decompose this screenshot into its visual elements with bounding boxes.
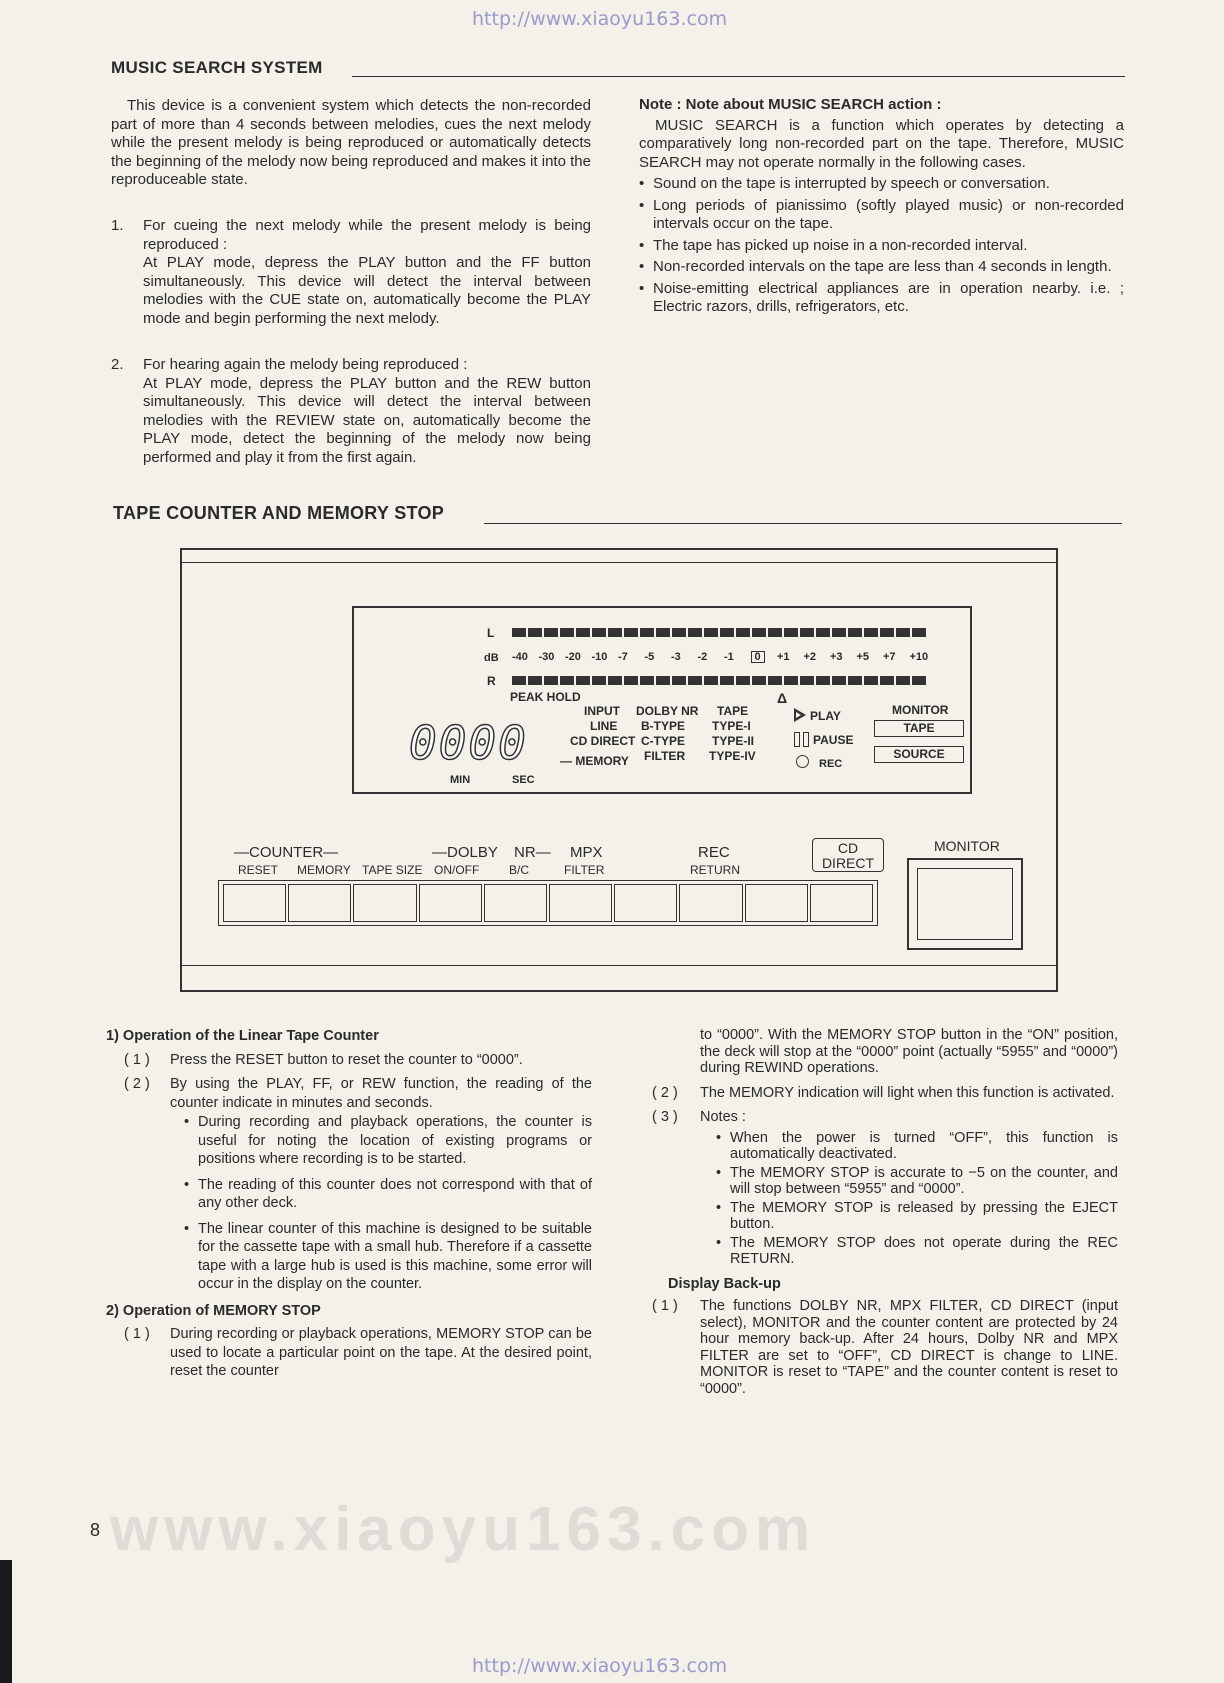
type-1-indicator: TYPE-I <box>712 719 751 733</box>
meter-segment <box>592 676 606 685</box>
meter-segment <box>640 676 654 685</box>
meter-segment <box>576 676 590 685</box>
tape-counter-rule <box>484 523 1122 524</box>
meter-segment <box>752 676 766 685</box>
memory-stop-title: 2) Operation of MEMORY STOP <box>106 1302 321 1319</box>
db-tick-label: -2 <box>697 651 708 663</box>
db-tick-label: -10 <box>591 651 608 663</box>
filter-indicator: FILTER <box>644 749 686 763</box>
mpx-filter-button[interactable] <box>549 884 612 922</box>
meter-segment <box>624 676 638 685</box>
monitor-tape-indicator: TAPE <box>874 720 964 737</box>
cd-direct-label-box <box>812 838 884 872</box>
music-search-rule <box>352 76 1125 77</box>
item-number: 2. <box>111 356 124 373</box>
nr-group-label: NR— <box>514 844 551 861</box>
dolby-b-c-button[interactable] <box>484 884 547 922</box>
cd-direct-button[interactable] <box>810 884 873 922</box>
db-tick-label: +1 <box>777 651 790 663</box>
memory-note: • The MEMORY STOP is accurate to −5 on the counter, and will stop between “5955” and “0000”. <box>716 1165 1118 1198</box>
meter-segment <box>608 628 622 637</box>
play-indicator: PLAY <box>810 709 841 723</box>
level-meter-right <box>512 676 926 685</box>
reset-button[interactable] <box>223 884 286 922</box>
meter-segment <box>672 628 686 637</box>
meter-segment <box>912 628 926 637</box>
linear-counter-item-1: Press the RESET button to reset the counter to “0000”. <box>170 1051 523 1068</box>
monitor-label: MONITOR <box>892 703 949 717</box>
item-number: ( 1 ) <box>124 1326 150 1342</box>
db-tick-label: -30 <box>538 651 555 663</box>
meter-segment <box>784 676 798 685</box>
panel-top-edge <box>182 562 1056 563</box>
item-number: ( 1 ) <box>652 1298 678 1314</box>
meter-l-label: L <box>487 626 495 640</box>
item-body: At PLAY mode, depress the PLAY button and the REW button simultaneously. This device will detect the interval between melodies with the REVIEW state on, automatically become the PLAY mode, detect the beginning of the melody now being performed and play it from the first again. <box>143 374 591 466</box>
c-type-indicator: C-TYPE <box>641 734 686 748</box>
left-edge-strip <box>0 1560 12 1683</box>
db-tick-label: -1 <box>724 651 734 663</box>
note-bullet: • Non-recorded intervals on the tape are less than 4 seconds in length. <box>639 258 1124 277</box>
db-tick-label: +3 <box>830 651 843 663</box>
page-number: 8 <box>90 1520 101 1540</box>
mpx-filter-label: FILTER <box>564 863 605 877</box>
b-c-label: B/C <box>509 863 530 877</box>
meter-segment <box>656 676 670 685</box>
deck-front-panel-diagram <box>180 548 1058 992</box>
meter-segment <box>608 676 622 685</box>
note-bullet: • Long periods of pianissimo (softly played music) or non-recorded intervals occur on the tape. <box>639 197 1124 234</box>
meter-segment <box>512 628 526 637</box>
type-2-indicator: TYPE-II <box>712 734 755 748</box>
tape-type-label: TAPE <box>717 704 749 718</box>
tape-size-button[interactable] <box>353 884 416 922</box>
db-tick-label: +2 <box>803 651 817 663</box>
db-tick-label: -5 <box>644 651 655 663</box>
counter-bullet: • The linear counter of this machine is designed to be suitable for the cassette tape with a small hub. Therefore if a cassette tape with a large hub is used is this machine, some error will occur in the display on the counter. <box>184 1220 592 1294</box>
meter-segment <box>560 676 574 685</box>
music-search-intro: This device is a convenient system which detects the non-recorded part of more than 4 seconds between melodies, cues the next melody while the present melody is being reproduced or automatically detects the beginning of the melody now being reproduced and makes it into the reproduceable state. <box>111 97 591 188</box>
meter-segment <box>688 628 702 637</box>
panel-bottom-edge <box>182 965 1056 966</box>
monitor-button-label: MONITOR <box>934 838 1000 854</box>
tape-counter-title: TAPE COUNTER AND MEMORY STOP <box>113 503 445 523</box>
reset-label: RESET <box>238 863 279 877</box>
meter-segment <box>688 676 702 685</box>
tape-size-label: TAPE SIZE <box>362 863 423 877</box>
item-body: At PLAY mode, depress the PLAY button and the FF button simultaneously. This device will detect the interval between melodies with the CUE state on, automatically become the PLAY mode and begin performing the next melody. <box>143 254 591 327</box>
dolby-nr-label: DOLBY NR <box>636 704 699 718</box>
rec-label: REC <box>698 844 730 861</box>
meter-segment <box>560 628 574 637</box>
footer-url[interactable]: http://www.xiaoyu163.com <box>472 1655 728 1677</box>
meter-r-label: R <box>487 674 496 688</box>
meter-segment <box>656 628 670 637</box>
memory-stop-continued <box>652 1027 1118 1397</box>
meter-segment <box>592 628 606 637</box>
monitor-source-indicator: SOURCE <box>874 746 964 763</box>
pause-indicator: PAUSE <box>813 733 854 747</box>
music-search-note <box>639 96 1124 317</box>
rec-return-button[interactable] <box>679 884 742 922</box>
meter-segment <box>816 676 830 685</box>
function-button-row <box>218 880 878 926</box>
sec-label: SEC <box>512 774 535 786</box>
db-tick-label: -7 <box>618 651 628 663</box>
rec-circle-icon <box>796 755 809 768</box>
memory-button-label: MEMORY <box>297 863 351 877</box>
watermark: www.xiaoyu163.com <box>110 1495 817 1564</box>
backup-text: The functions DOLBY NR, MPX FILTER, CD DIRECT (input select), MONITOR and the counter content are protected by 24 hour memory back-up. After 24 hours, Dolby NR and MPX FILTER are set to “OFF”, CD DIRECT is change to LINE. MONITOR is reset to “TAPE” and the counter content is reset to “0000”. <box>700 1298 1118 1397</box>
meter-segment <box>704 676 718 685</box>
item-number: ( 1 ) <box>124 1051 150 1068</box>
db-scale <box>512 651 942 665</box>
counter-bullet: • During recording and playback operations, the counter is useful for noting the location of existing programs or positions where recording is to be started. <box>184 1113 592 1169</box>
counter-group-label: —COUNTER— <box>234 844 339 861</box>
level-meter-left <box>512 628 926 637</box>
meter-segment <box>528 628 542 637</box>
db-tick-label: +5 <box>856 651 870 663</box>
meter-segment <box>800 628 814 637</box>
meter-segment <box>544 628 558 637</box>
item-heading: For cueing the next melody while the present melody is being reproduced : <box>143 217 591 253</box>
b-type-indicator: B-TYPE <box>641 719 686 733</box>
blank-button-2[interactable] <box>745 884 808 922</box>
dolby-on-off-button[interactable] <box>419 884 482 922</box>
meter-segment <box>880 628 894 637</box>
direct-label: DIRECT <box>821 855 875 871</box>
memory-stop-item-1: During recording or playback operations, MEMORY STOP can be used to locate a particular point on the tape. At the desired point, reset the counter <box>170 1326 592 1379</box>
type-4-indicator: TYPE-IV <box>709 749 756 763</box>
meter-segment <box>736 676 750 685</box>
db-tick-label: 0 <box>751 651 765 663</box>
backup-title: Display Back-up <box>668 1275 781 1292</box>
item-number: ( 2 ) <box>652 1084 678 1101</box>
note-bullet: • Noise-emitting electrical appliances are in operation nearby. i.e. ; Electric razors, drills, refrigerators, etc. <box>639 280 1124 317</box>
db-tick-label: -40 <box>512 651 528 663</box>
meter-segment <box>640 628 654 637</box>
play-icon-inner <box>796 712 801 718</box>
memory-stop-item-3: Notes : <box>700 1109 746 1125</box>
note-title: Note : Note about MUSIC SEARCH action : <box>639 96 942 113</box>
linear-counter-title: 1) Operation of the Linear Tape Counter <box>106 1028 379 1044</box>
item-number: ( 2 ) <box>124 1076 150 1092</box>
mpx-label: MPX <box>570 844 603 861</box>
meter-segment <box>864 676 878 685</box>
music-search-item-1 <box>111 217 591 328</box>
note-intro: MUSIC SEARCH is a function which operates by detecting a comparatively long non-recorded part on the tape. Therefore, MUSIC SEARCH may not operate normally in the following cases. <box>639 116 1124 171</box>
meter-segment <box>736 628 750 637</box>
blank-button[interactable] <box>614 884 677 922</box>
meter-segment <box>720 628 734 637</box>
meter-segment <box>528 676 542 685</box>
meter-segment <box>848 628 862 637</box>
db-tick-label: -20 <box>565 651 581 663</box>
db-tick-label: +7 <box>883 651 896 663</box>
counter-bullet: • The reading of this counter does not correspond with that of any other deck. <box>184 1176 592 1213</box>
meter-segment <box>896 628 910 637</box>
meter-segment <box>704 628 718 637</box>
meter-segment <box>624 628 638 637</box>
zero-marker: Δ <box>777 690 788 706</box>
counter-digits: 0000 <box>409 716 528 770</box>
fl-display <box>352 606 972 794</box>
meter-segment <box>880 676 894 685</box>
music-search-item-2 <box>111 356 591 467</box>
db-label: dB <box>484 652 499 664</box>
meter-segment <box>912 676 926 685</box>
memory-stop-item-2: The MEMORY indication will light when this function is activated. <box>700 1084 1115 1101</box>
memory-note: • The MEMORY STOP is released by pressing the EJECT button. <box>716 1200 1118 1233</box>
item-heading: For hearing again the melody being reproduced : <box>143 356 468 373</box>
rec-return-label: RETURN <box>690 863 740 877</box>
meter-segment <box>832 676 846 685</box>
meter-segment <box>752 628 766 637</box>
meter-segment <box>768 628 782 637</box>
meter-segment <box>816 628 830 637</box>
memory-note: • When the power is turned “OFF”, this function is automatically deactivated. <box>716 1130 1118 1163</box>
meter-segment <box>864 628 878 637</box>
meter-segment <box>800 676 814 685</box>
input-label: INPUT <box>584 704 620 718</box>
meter-segment <box>768 676 782 685</box>
meter-segment <box>896 676 910 685</box>
linear-counter-section <box>106 1027 592 1381</box>
memory-stop-item-1-continued: to “0000”. With the MEMORY STOP button in the “ON” position, the deck will stop at the “0000” point (actually “5955” and “0000”) during REWIND operations. <box>700 1027 1118 1076</box>
pause-icon-2 <box>803 732 809 747</box>
peak-hold-label: PEAK HOLD <box>510 690 581 704</box>
rec-indicator: REC <box>819 758 843 770</box>
pause-icon <box>794 732 800 747</box>
meter-segment <box>512 676 526 685</box>
meter-segment <box>720 676 734 685</box>
min-label: MIN <box>450 774 471 786</box>
db-tick-label: +10 <box>909 651 929 663</box>
memory-button[interactable] <box>288 884 351 922</box>
monitor-button[interactable] <box>907 858 1023 950</box>
line-label: LINE <box>590 719 618 733</box>
meter-segment <box>672 676 686 685</box>
cd-label: CD <box>837 840 859 856</box>
linear-counter-item-2: By using the PLAY, FF, or REW function, the reading of the counter indicate in minutes and seconds. <box>170 1076 592 1111</box>
db-tick-label: -3 <box>671 651 681 663</box>
memory-indicator: — MEMORY <box>560 754 629 768</box>
meter-segment <box>832 628 846 637</box>
note-bullet: • The tape has picked up noise in a non-recorded interval. <box>639 237 1124 256</box>
header-url[interactable]: http://www.xiaoyu163.com <box>472 8 728 30</box>
meter-segment <box>544 676 558 685</box>
item-number: ( 3 ) <box>652 1109 678 1125</box>
memory-note: • The MEMORY STOP does not operate during the REC RETURN. <box>716 1235 1118 1268</box>
cd-direct-indicator: CD DIRECT <box>570 734 636 748</box>
note-bullet: • Sound on the tape is interrupted by speech or conversation. <box>639 175 1124 194</box>
meter-segment <box>784 628 798 637</box>
music-search-title: MUSIC SEARCH SYSTEM <box>111 58 323 77</box>
dolby-group-label: —DOLBY <box>432 844 498 861</box>
on-off-label: ON/OFF <box>434 863 480 877</box>
meter-segment <box>576 628 590 637</box>
meter-segment <box>848 676 862 685</box>
item-number: 1. <box>111 217 124 234</box>
